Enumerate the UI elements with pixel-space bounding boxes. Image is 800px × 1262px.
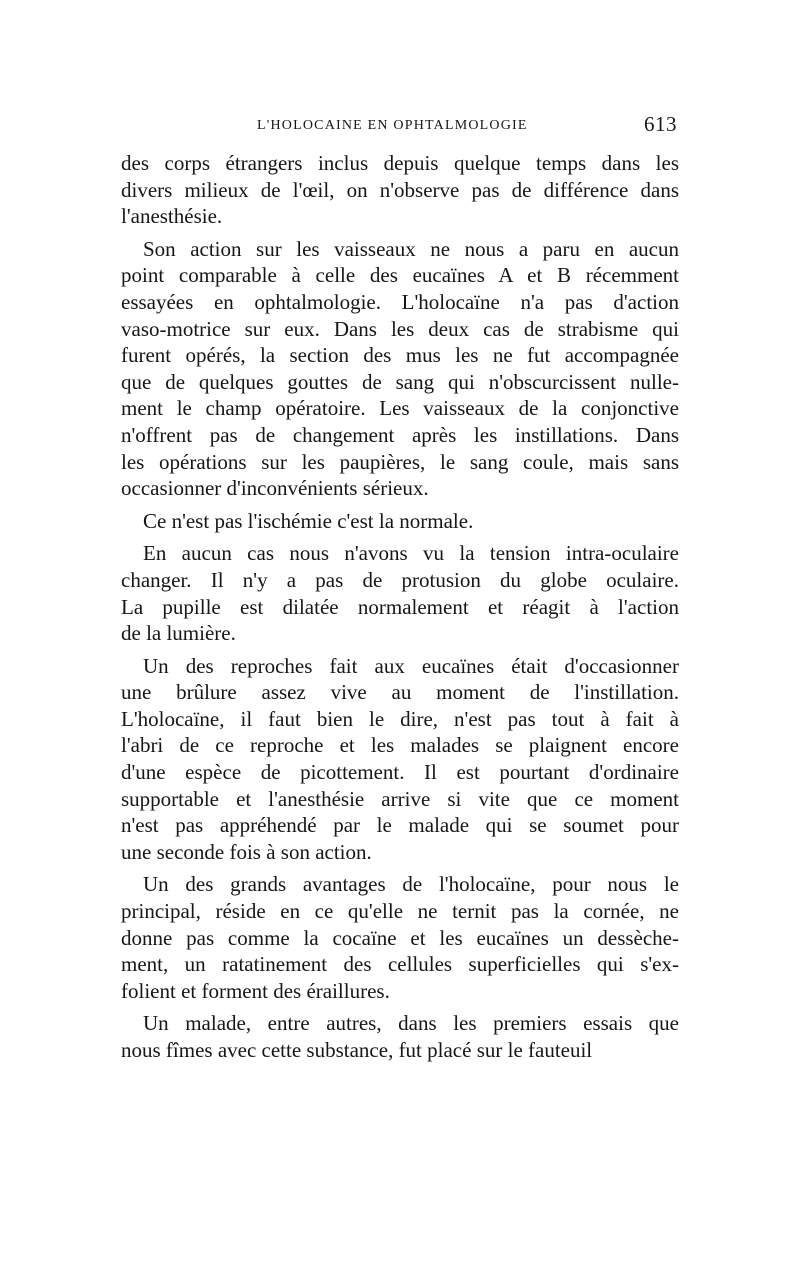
body-text bbox=[121, 150, 679, 1064]
text-line: nous fîmes avec cette substance, fut placé sur le fauteuil bbox=[121, 1038, 593, 1062]
text-line: ment, un ratatinement des cellules superficielles qui s'ex- bbox=[121, 952, 679, 977]
text-line: l'abri de ce reproche et les malades se plaignent encore bbox=[121, 733, 679, 758]
text-line: que de quelques gouttes de sang qui n'obscurcissent nulle- bbox=[121, 369, 679, 394]
text-line: supportable et l'anesthésie arrive si vite que ce moment bbox=[121, 786, 679, 811]
text-line: de la lumière. bbox=[121, 621, 236, 646]
text-line: l'anesthésie. bbox=[121, 204, 223, 229]
text-line: La pupille est dilatée normalement et réagit à l'action bbox=[121, 594, 679, 619]
text-line: changer. Il n'y a pas de protusion du globe oculaire. bbox=[121, 567, 679, 592]
book-page bbox=[121, 112, 679, 1064]
paragraph bbox=[121, 150, 679, 230]
text-line: une brûlure assez vive au moment de l'instillation. bbox=[121, 680, 679, 705]
text-line: des corps étrangers inclus depuis quelque temps dans les bbox=[121, 151, 679, 175]
text-line: furent opérés, la section des mus les ne fut accompagnée bbox=[121, 343, 679, 368]
text-line: Un des reproches fait aux eucaïnes était d'occasionner bbox=[143, 653, 679, 678]
page-number: 613 bbox=[644, 112, 677, 136]
paragraph bbox=[121, 236, 679, 502]
text-line: n'est pas appréhendé par le malade qui se soumet pour bbox=[121, 813, 679, 838]
text-line: Ce n'est pas l'ischémie c'est la normale. bbox=[143, 508, 474, 533]
text-line: essayées en ophtalmologie. L'holocaïne n'a pas d'action bbox=[121, 289, 679, 314]
paragraph bbox=[121, 540, 679, 646]
paragraph bbox=[121, 508, 679, 535]
text-line: donne pas comme la cocaïne et les eucaïnes un dessèche- bbox=[121, 925, 679, 950]
text-line: Un malade, entre autres, dans les premiers essais que bbox=[143, 1011, 679, 1036]
text-line: Son action sur les vaisseaux ne nous a paru en aucun bbox=[143, 236, 679, 261]
text-line: les opérations sur les paupières, le sang coule, mais sans bbox=[121, 449, 679, 474]
text-line: Un des grands avantages de l'holocaïne, pour nous le bbox=[143, 872, 679, 897]
paragraph bbox=[121, 1010, 679, 1063]
text-line: L'holocaïne, il faut bien le dire, n'est pas tout à fait à bbox=[121, 706, 679, 731]
text-line: d'une espèce de picottement. Il est pourtant d'ordinaire bbox=[121, 760, 679, 785]
text-line: point comparable à celle des eucaïnes A et B récemment bbox=[121, 263, 679, 288]
running-head bbox=[121, 112, 679, 150]
text-line: divers milieux de l'œil, on n'observe pas de différence dans bbox=[121, 177, 679, 202]
running-head-title: L'HOLOCAINE EN OPHTALMOLOGIE bbox=[257, 118, 528, 133]
text-line: une seconde fois à son action. bbox=[121, 839, 372, 864]
text-line: vaso-motrice sur eux. Dans les deux cas de strabisme qui bbox=[121, 316, 679, 341]
text-line: En aucun cas nous n'avons vu la tension intra-oculaire bbox=[143, 541, 679, 566]
paragraph bbox=[121, 871, 679, 1004]
text-line: ment le champ opératoire. Les vaisseaux de la conjonctive bbox=[121, 396, 679, 421]
text-line: n'offrent pas de changement après les instillations. Dans bbox=[121, 422, 679, 447]
text-line: folient et forment des éraillures. bbox=[121, 978, 390, 1003]
text-line: occasionner d'inconvénients sérieux. bbox=[121, 476, 429, 501]
text-line: principal, réside en ce qu'elle ne ternit pas la cornée, ne bbox=[121, 899, 679, 924]
paragraph bbox=[121, 653, 679, 866]
